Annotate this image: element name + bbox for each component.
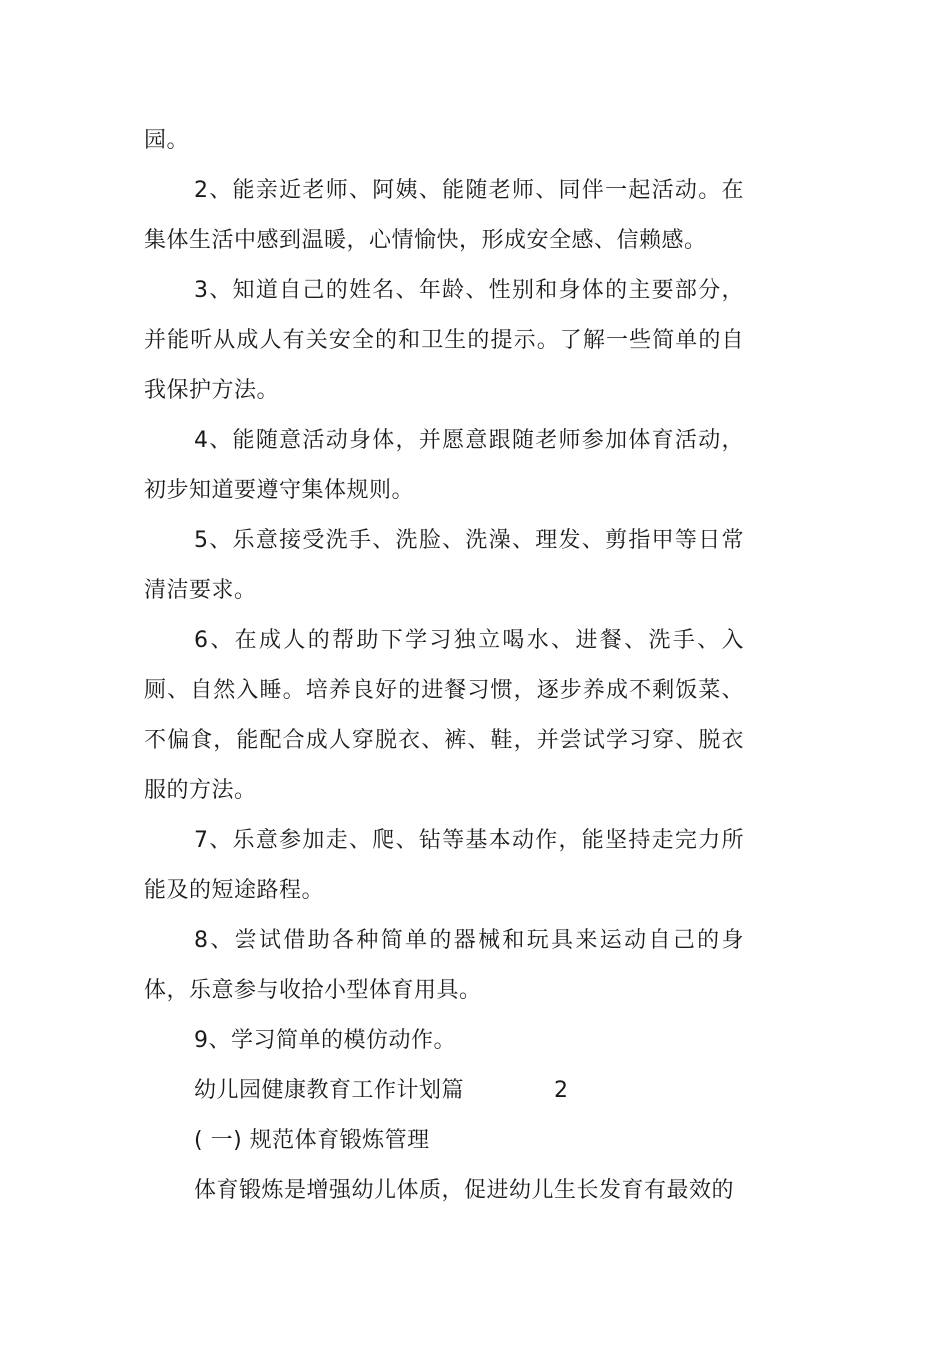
section-heading-number: 2 <box>554 1078 569 1103</box>
section-heading-title: 幼儿园健康教育工作计划篇 <box>194 1078 465 1103</box>
paragraph-item-2: 2、能亲近老师、阿姨、能随老师、同伴一起活动。在集体生活中感到温暖，心情愉快，形成安全感、信赖感。 <box>144 178 744 253</box>
paragraph-item-4: 4、能随意活动身体，并愿意跟随老师参加体育活动，初步知道要遵守集体规则。 <box>144 428 744 503</box>
document-body <box>144 116 744 1216</box>
paragraph-item-5: 5、乐意接受洗手、洗脸、洗澡、理发、剪指甲等日常清洁要求。 <box>144 528 744 603</box>
section-heading <box>144 1066 744 1116</box>
paragraph-continuation: 园。 <box>144 128 190 153</box>
paragraph-item-9: 9、学习简单的模仿动作。 <box>194 1028 456 1053</box>
paragraph-item-8: 8、尝试借助各种简单的器械和玩具来运动自己的身体，乐意参与收拾小型体育用具。 <box>144 928 744 1003</box>
subheading: ( 一) 规范体育锻炼管理 <box>194 1128 430 1153</box>
paragraph-body: 体育锻炼是增强幼儿体质，促进幼儿生长发育有最效的 <box>194 1178 735 1203</box>
paragraph-item-6: 6、在成人的帮助下学习独立喝水、进餐、洗手、入厕、自然入睡。培养良好的进餐习惯，逐步养成不剩饭菜、不偏食，能配合成人穿脱衣、裤、鞋，并尝试学习穿、脱衣服的方法。 <box>144 628 744 803</box>
paragraph-item-3: 3、知道自己的姓名、年龄、性别和身体的主要部分，并能听从成人有关安全的和卫生的提示。了解一些简单的自我保护方法。 <box>144 278 744 403</box>
paragraph-item-7: 7、乐意参加走、爬、钻等基本动作，能坚持走完力所能及的短途路程。 <box>144 828 744 903</box>
